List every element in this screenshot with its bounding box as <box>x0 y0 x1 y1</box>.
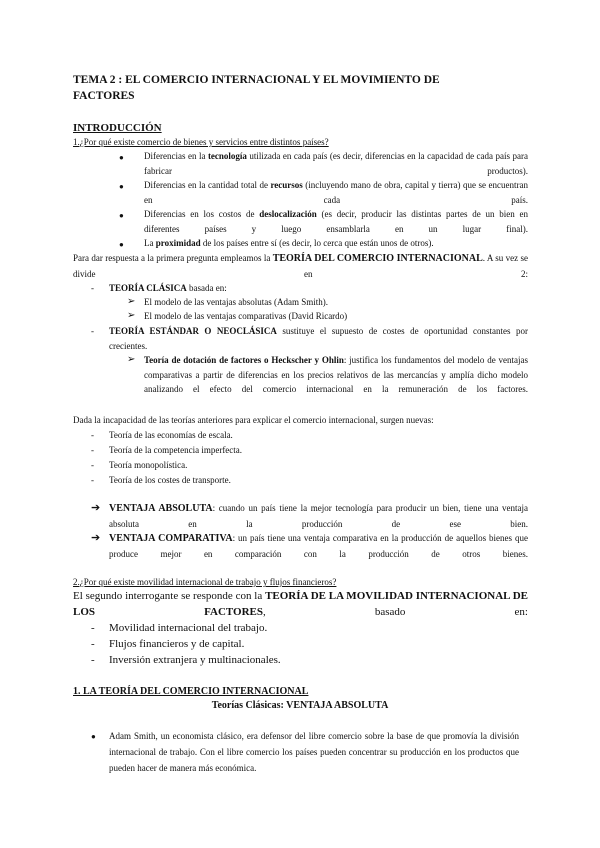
bullet-technology: Diferencias en la tecnología utilizada en cada país (es decir, diferencias en la capacidad de cada país para fabricar productos). <box>144 151 529 176</box>
arrowhead-icon: ➢ <box>127 354 136 365</box>
dash-icon: - <box>91 326 94 336</box>
bullet-icon: ● <box>119 153 124 162</box>
dash-icon: - <box>91 638 95 650</box>
bullet-icon: ● <box>91 732 96 741</box>
section-1-subheading: Teorías Clásicas: VENTAJA ABSOLUTA <box>211 700 389 711</box>
new-theory-item: Teoría de las economías de escala. <box>109 430 233 440</box>
arrow-right-icon: ➔ <box>91 502 101 514</box>
theory-neoclassical: TEORÍA ESTÁNDAR O NEOCLÁSICA sustituye el supuesto de costes de oportunidad constantes por crecientes. <box>109 326 528 351</box>
comparative-advantage-definition: VENTAJA COMPARATIVA: un país tiene una ventaja comparativa en la producción de aquellos bienes que produce mejor en comparación con la producción de otros bienes. <box>109 533 528 559</box>
new-theory-item: Teoría de la competencia imperfecta. <box>109 445 243 455</box>
theory-classic: TEORÍA CLÁSICA basada en: <box>109 283 227 293</box>
dash-icon: - <box>91 430 94 440</box>
classic-item-absolute: El modelo de las ventajas absolutas (Adam Smith). <box>144 297 328 307</box>
bullet-offshoring: Diferencias en los costos de deslocalización (es decir, producir las distintas partes de un bien en diferentes países y luego ensamblarla en un lugar final). <box>144 209 528 234</box>
answer-2-paragraph: El segundo interrogante se responde con la TEORÍA DE LA MOVILIDAD INTERNACIONAL DE LOS FACTORES, basado en: <box>73 590 528 618</box>
mobility-item: Flujos financieros y de capital. <box>109 638 245 650</box>
bullet-icon: ● <box>119 182 124 191</box>
dash-icon: - <box>91 654 95 666</box>
document-title-line1: TEMA 2 : EL COMERCIO INTERNACIONAL Y EL MOVIMIENTO DE <box>73 74 440 86</box>
arrowhead-icon: ➢ <box>127 310 136 321</box>
question-1: 1.¿Por qué existe comercio de bienes y servicios entre distintos países? <box>73 137 329 147</box>
dash-icon: - <box>91 445 94 455</box>
adam-smith-paragraph: Adam Smith, un economista clásico, era defensor del libre comercio sobre la base de que promovía la división internacional de trabajo. Con el libre comercio los países pueden concentrar su producción en los productos que pueden hacer de manera más económica. <box>109 731 519 773</box>
classic-item-comparative: El modelo de las ventajas comparativas (David Ricardo) <box>144 311 348 321</box>
bullet-icon: ● <box>119 240 124 249</box>
bullet-resources: Diferencias en la cantidad total de recursos (incluyendo mano de obra, capital y tierra) que se encuentran en cada país. <box>144 180 528 205</box>
dash-icon: - <box>91 283 94 293</box>
question-2: 2.¿Por qué existe movilidad internacional de trabajo y flujos financieros? <box>73 577 337 587</box>
mobility-item: Inversión extranjera y multinacionales. <box>109 654 281 666</box>
mobility-item: Movilidad internacional del trabajo. <box>109 622 268 634</box>
section-1-heading: 1. LA TEORÍA DEL COMERCIO INTERNACIONAL <box>73 686 309 697</box>
arrowhead-icon: ➢ <box>127 296 136 307</box>
new-theory-item: Teoría monopolística. <box>109 460 188 470</box>
heckscher-ohlin-paragraph: Teoría de dotación de factores o Heckscher y Ohlin: justifica los fundamentos del modelo de ventajas comparativas a partir de diferencias en los precios relativos de las mercancías y amplía dicho modelo analizando el efecto del comercio internacional en la remuneración de los factores. <box>144 355 528 394</box>
new-theory-item: Teoría de los costes de transporte. <box>109 475 231 485</box>
dash-icon: - <box>91 475 94 485</box>
dash-icon: - <box>91 460 94 470</box>
incapacity-sentence: Dada la incapacidad de las teorías anteriores para explicar el comercio internacional, surgen nuevas: <box>73 415 434 425</box>
bullet-icon: ● <box>119 211 124 220</box>
absolute-advantage-definition: VENTAJA ABSOLUTA: cuando un país tiene la mejor tecnología para producir un bien, tiene una ventaja absoluta en la producción de ese bien. <box>109 503 528 529</box>
document-title-line2: FACTORES <box>73 90 135 102</box>
intro-heading: INTRODUCCIÓN <box>73 122 162 134</box>
arrow-right-icon: ➔ <box>91 532 101 544</box>
answer-paragraph: Para dar respuesta a la primera pregunta empleamos la TEORÍA DEL COMERCIO INTERNACIONAL. A su vez se divide en 2: <box>73 253 528 279</box>
dash-icon: - <box>91 622 95 634</box>
bullet-proximity: La proximidad de los países entre sí (es decir, lo cerca que están unos de otros). <box>144 238 434 248</box>
